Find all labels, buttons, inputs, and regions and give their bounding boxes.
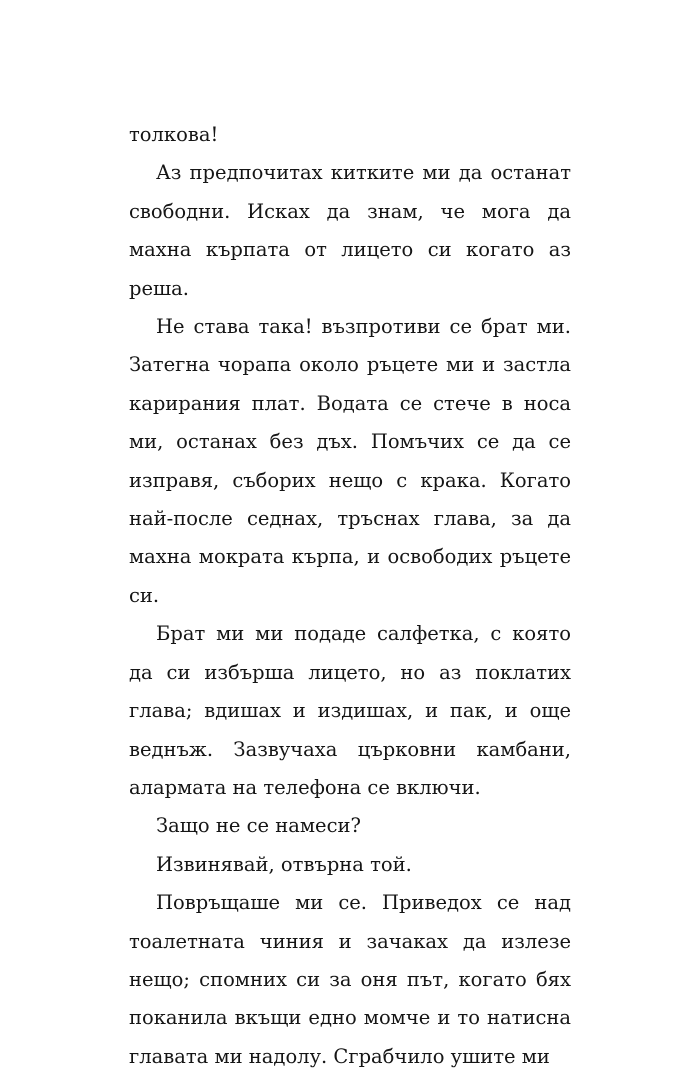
paragraph-wrists: Аз предпочитах китките ми да останат свободни. Исках да знам, че мога да махна кърпата от лицето си когато аз реша. [129, 161, 571, 300]
paragraph-question: Защо не се намеси? [156, 814, 361, 838]
paragraph-continuation: толкова! [129, 123, 219, 146]
paragraph-nausea: Повръщаше ми се. Приведох се над тоалетната чиния и зачаках да излезе нещо; спомних си за оня път, когато бях поканила вкъщи едно момче и то натисна главата ми надолу. Сграбчило ушите ми [129, 891, 571, 1068]
paragraph-apology: Извинявай, отвърна той. [156, 852, 412, 876]
paragraph-napkin: Брат ми ми подаде салфетка, с която да си избърша лицето, но аз поклатих глава; вдишах и издишах, и пак, и още веднъж. Зазвучаха църковни камбани, алармата на телефона се включи. [129, 622, 571, 799]
page-body-text [129, 116, 571, 1076]
paragraph-brother-objects: Не става така! възпротиви се брат ми. Затегна чорапа около ръцете ми и застла карирания плат. Водата се стече в носа ми, останах без дъх. Помъчих се да се изправя, съборих нещо с крака. Когато най-после седнах, тръснах глава, за да махна мократа кърпа, и освободих ръцете си. [129, 315, 571, 607]
